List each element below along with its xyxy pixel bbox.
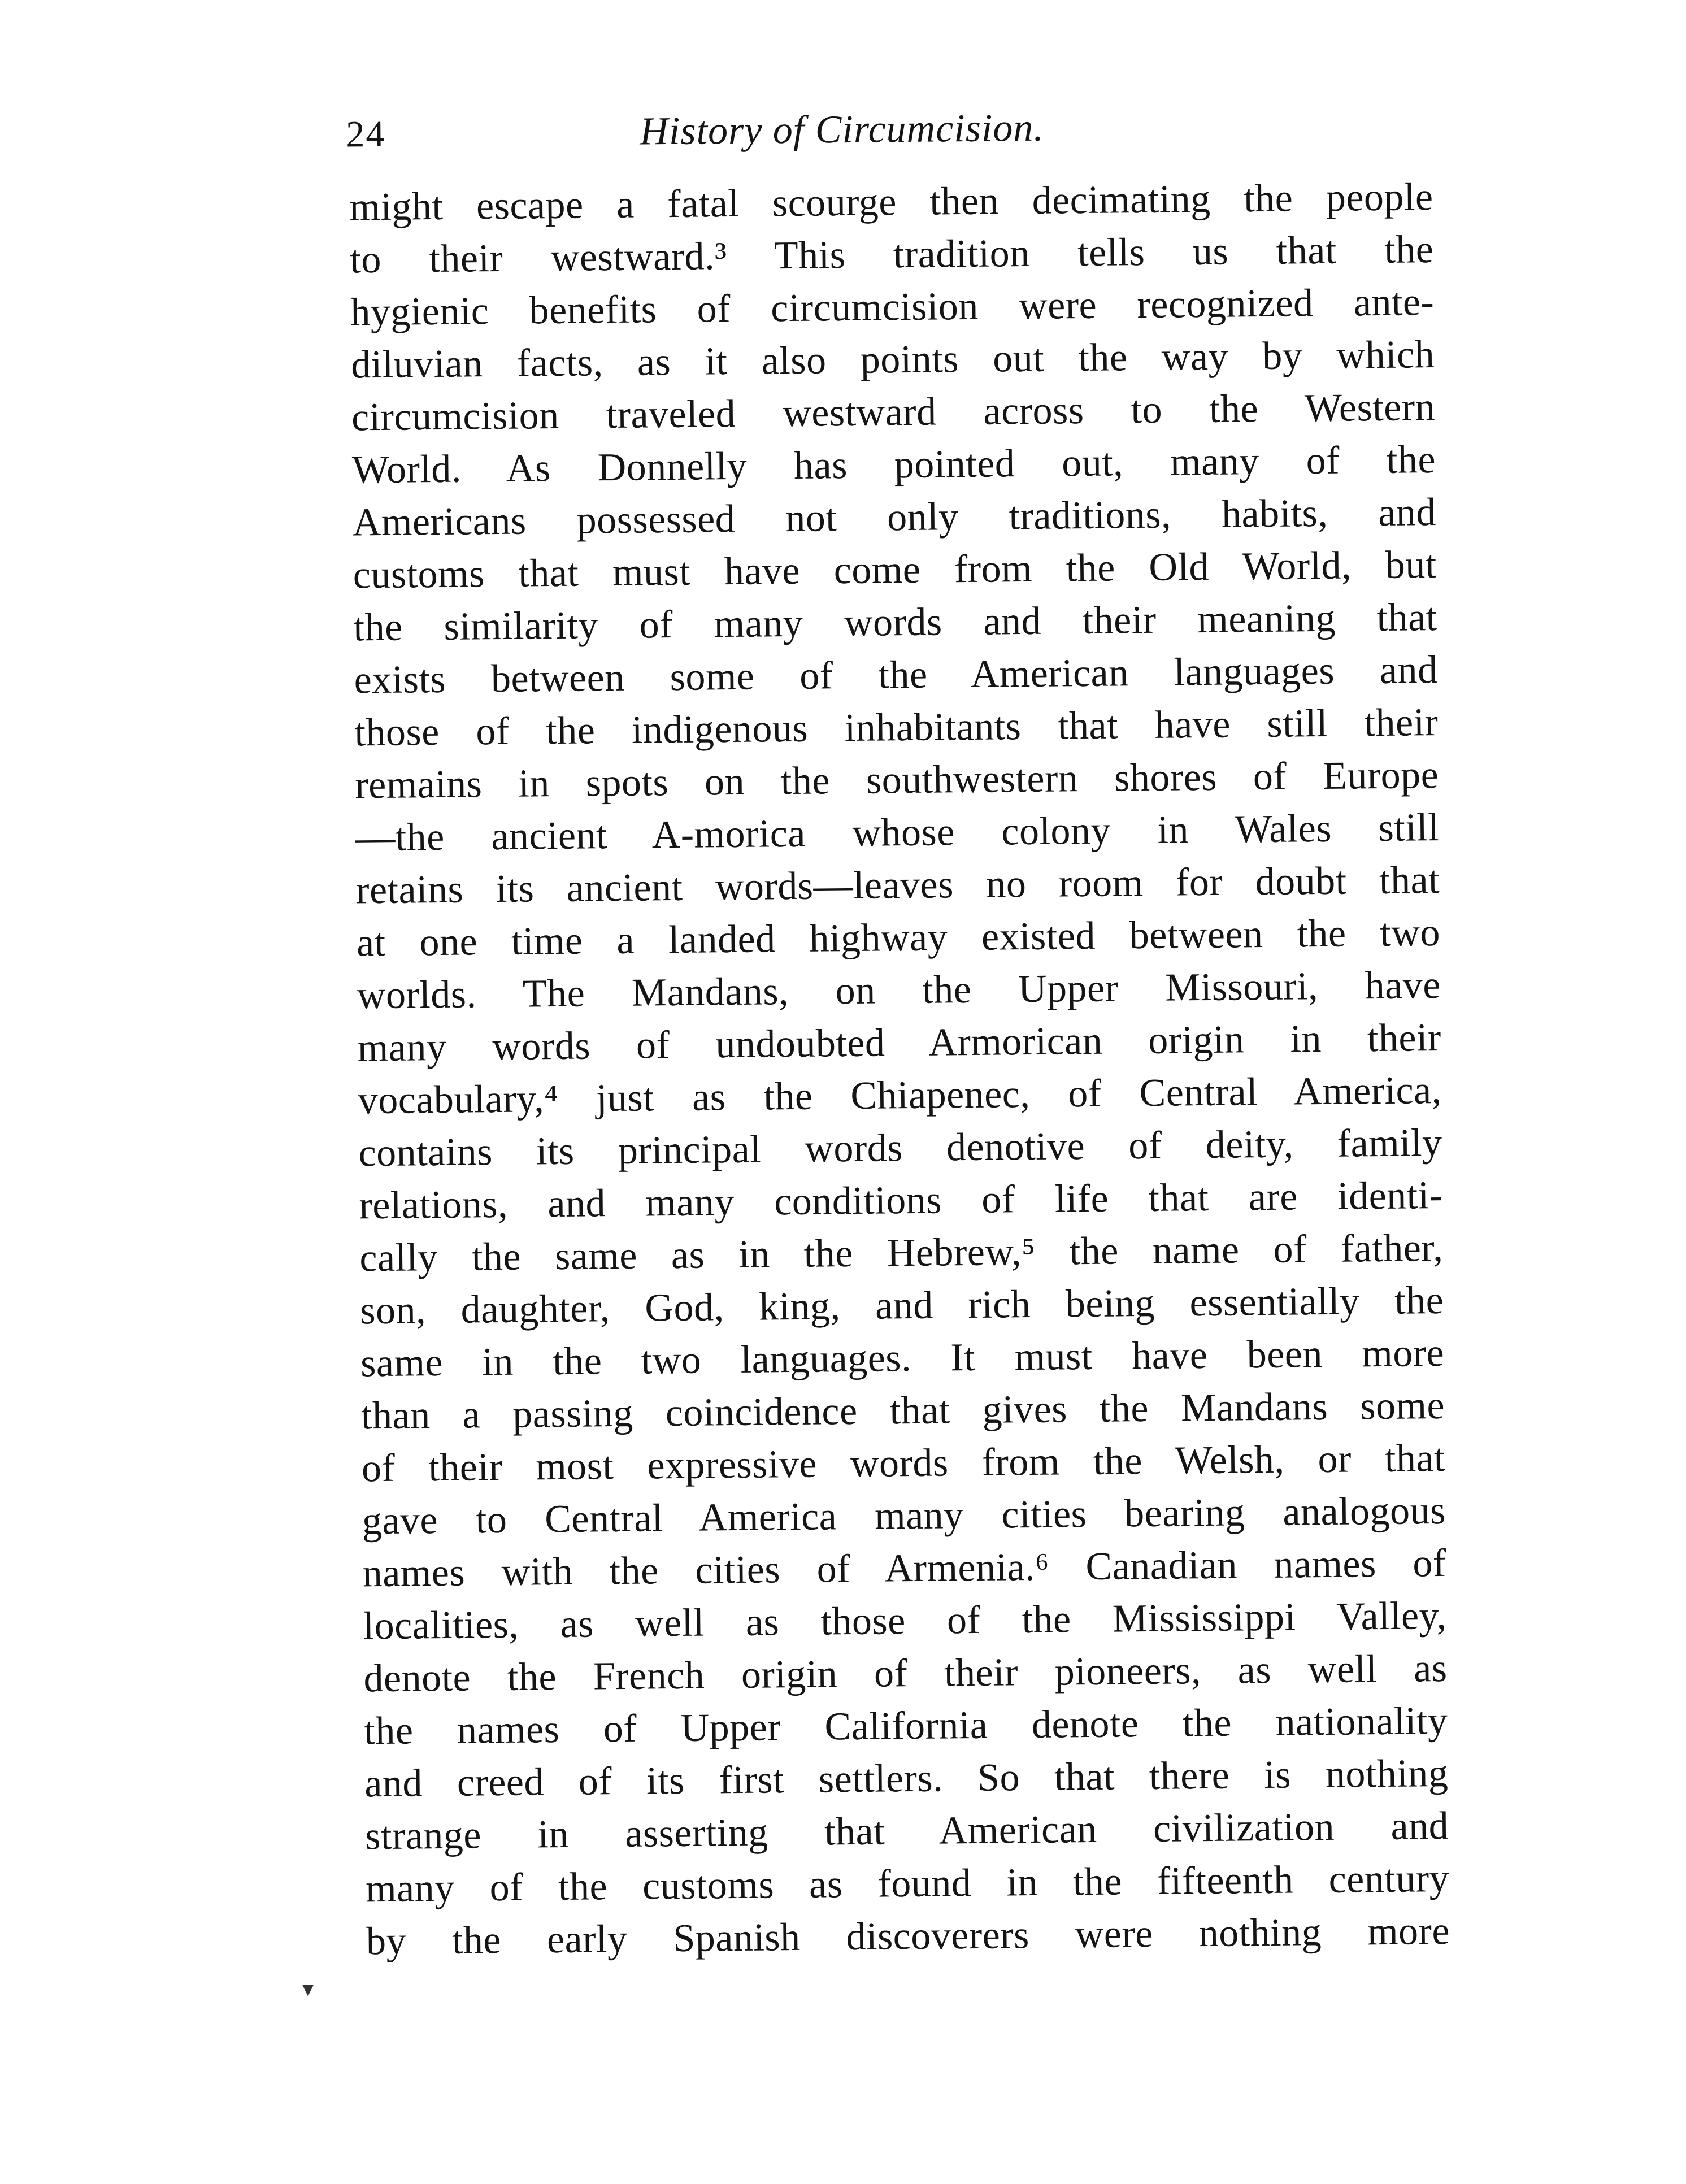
- text-line: customs that must have come from the Old World, but: [353, 543, 1437, 597]
- text-line: than a passing coincidence that gives the Mandans some: [360, 1383, 1445, 1438]
- text-line: the similarity of many words and their meaning that: [353, 596, 1437, 650]
- text-line: Americans possessed not only traditions, habits, and: [352, 490, 1437, 545]
- text-line: at one time a landed highway existed between the two: [356, 910, 1441, 965]
- running-title: History of Circumcision.: [639, 106, 1045, 154]
- text-line: contains its principal words denotive of deity, family: [358, 1121, 1442, 1175]
- text-line: relations, and many conditions of life that are identi-: [359, 1173, 1443, 1228]
- text-line: to their westward.³ This tradition tells us that the: [350, 228, 1434, 282]
- text-line: son, daughter, God, king, and rich being essentially the: [359, 1278, 1444, 1333]
- text-line: by the early Spanish discoverers were nothing more: [366, 1909, 1450, 1964]
- text-line: the names of Upper California denote the nationality: [364, 1699, 1448, 1753]
- text-line: strange in asserting that American civilization and: [364, 1804, 1449, 1859]
- text-line: gave to Central America many cities bearing analogous: [362, 1488, 1446, 1543]
- text-line: worlds. The Mandans, on the Upper Missouri, have: [357, 963, 1441, 1018]
- text-line: diluvian facts, as it also points out the way by which: [350, 333, 1435, 387]
- text-line: of their most expressive words from the Welsh, or that: [361, 1436, 1446, 1491]
- text-line: cally the same as in the Hebrew,⁵ the name of father,: [359, 1226, 1444, 1280]
- text-line: many of the customs as found in the fifteenth century: [365, 1856, 1450, 1911]
- text-line: retains its ancient words—leaves no room for doubt that: [355, 858, 1440, 913]
- text-line: and creed of its first settlers. So that there is nothing: [364, 1751, 1449, 1806]
- text-line: vocabulary,⁴ just as the Chiapenec, of Central America,: [358, 1068, 1442, 1123]
- text-line: names with the cities of Armenia.⁶ Canadian names of: [362, 1541, 1447, 1596]
- text-line: denote the French origin of their pioneers, as well as: [363, 1646, 1448, 1701]
- text-line: those of the indigenous inhabitants that have still their: [354, 701, 1439, 755]
- text-line: World. As Donnelly has pointed out, many of the: [351, 438, 1436, 492]
- text-line: remains in spots on the southwestern shores of Europe: [355, 753, 1439, 807]
- stray-ink-mark: ▾: [302, 1976, 314, 2001]
- text-line: exists between some of the American languages and: [354, 648, 1438, 702]
- page-number: 24: [345, 113, 386, 155]
- text-line: circumcision traveled westward across to the Western: [351, 385, 1436, 440]
- text-line: same in the two languages. It must have been more: [360, 1331, 1445, 1386]
- text-line: many words of undoubted Armorican origin in their: [357, 1015, 1442, 1070]
- text-line: —the ancient A-morica whose colony in Wales still: [355, 806, 1440, 860]
- text-line: might escape a fatal scourge then decimating the people: [349, 175, 1433, 229]
- text-line: localities, as well as those of the Mississippi Valley,: [363, 1594, 1447, 1648]
- page-header: [346, 93, 1448, 166]
- body-text: [349, 171, 1450, 1968]
- text-line: hygienic benefits of circumcision were recognized ante-: [350, 280, 1435, 335]
